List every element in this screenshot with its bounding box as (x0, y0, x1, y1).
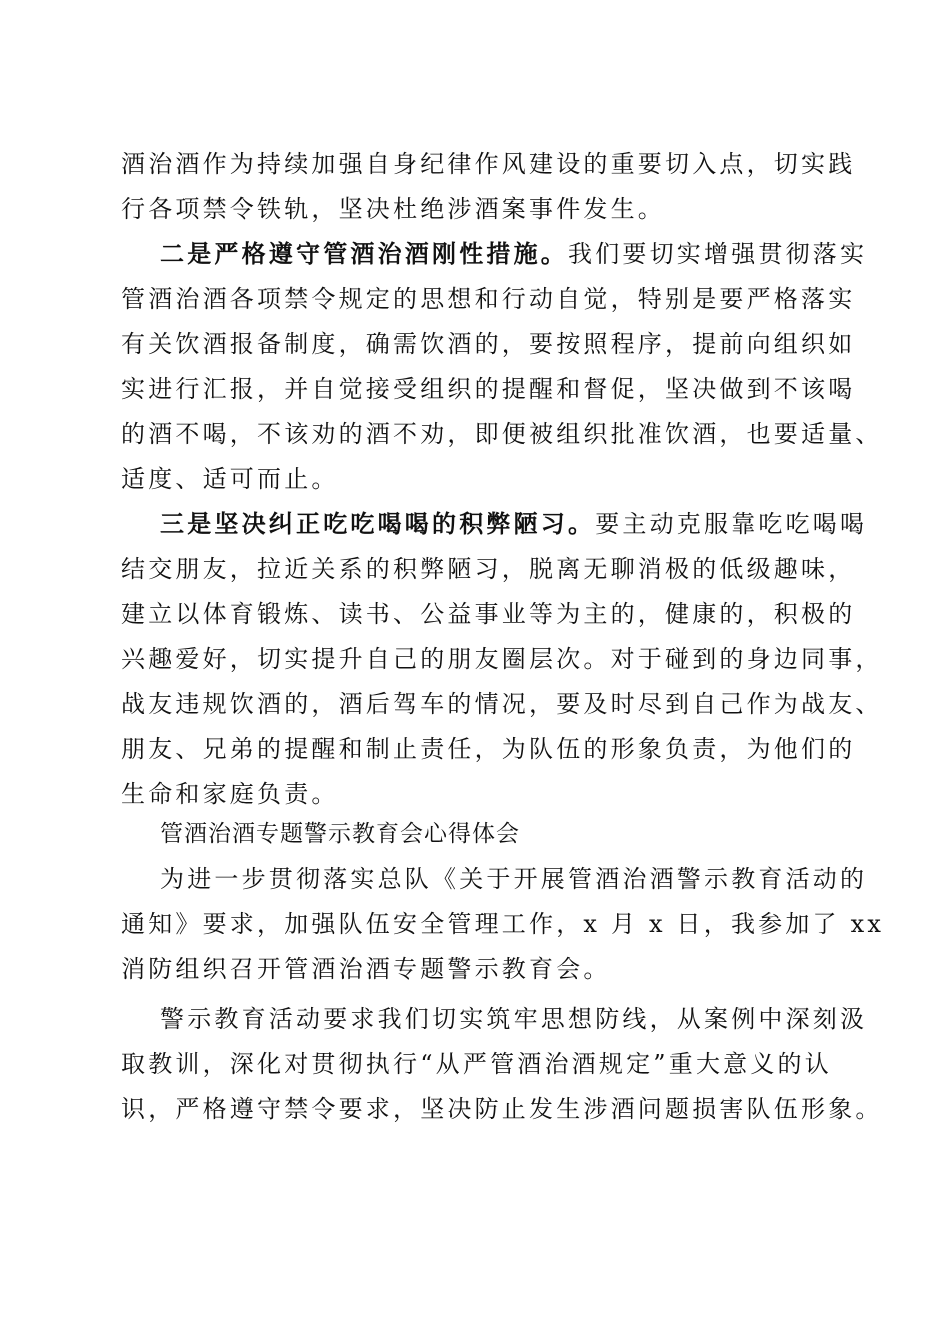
paragraph-4-line-2: 通知》要求，加强队伍安全管理工作，x 月 x 日，我参加了 xx (121, 910, 885, 938)
paragraph-2-line-6: 适度、适可而止。 (121, 465, 339, 493)
paragraph-3-line-2: 结交朋友，拉近关系的积弊陋习，脱离无聊消极的低级趣味， (121, 555, 856, 583)
paragraph-5-line-3: 识，严格遵守禁令要求，坚决防止发生涉酒问题损害队伍形象。 (121, 1095, 883, 1123)
paragraph-3-line-1 (160, 508, 867, 540)
paragraph-4-line-3: 消防组织召开管酒治酒专题警示教育会。 (121, 955, 611, 983)
paragraph-5-line-1: 警示教育活动要求我们切实筑牢思想防线，从案例中深刻汲 (160, 1005, 868, 1033)
paragraph-4-line-1: 为进一步贯彻落实总队《关于开展管酒治酒警示教育活动的 (160, 865, 868, 893)
paragraph-2-line-3: 有关饮酒报备制度，确需饮酒的，要按照程序，提前向组织如 (121, 330, 856, 358)
paragraph-3-heading: 三是坚决纠正吃吃喝喝的积弊陋习。 (160, 509, 596, 538)
paragraph-2-line-1-text: 我们要切实增强贯彻落实 (568, 240, 868, 268)
paragraph-3-line-7: 生命和家庭负责。 (121, 780, 339, 808)
paragraph-2-line-1 (160, 238, 867, 270)
paragraph-2-heading: 二是严格遵守管酒治酒刚性措施。 (160, 239, 568, 268)
paragraph-3-line-4: 兴趣爱好，切实提升自己的朋友圈层次。对于碰到的身边同事， (121, 645, 883, 673)
paragraph-3-line-3: 建立以体育锻炼、读书、公益事业等为主的，健康的，积极的 (121, 600, 856, 628)
paragraph-2-line-4: 实进行汇报，并自觉接受组织的提醒和督促，坚决做到不该喝 (121, 375, 856, 403)
paragraph-3-line-6: 朋友、兄弟的提醒和制止责任，为队伍的形象负责，为他们的 (121, 735, 856, 763)
paragraph-2-line-5: 的酒不喝，不该劝的酒不劝，即便被组织批准饮酒，也要适量、 (121, 420, 883, 448)
paragraph-2-line-2: 管酒治酒各项禁令规定的思想和行动自觉，特别是要严格落实 (121, 285, 856, 313)
paragraph-1-line-2: 行各项禁令铁轨，坚决杜绝涉酒案事件发生。 (121, 195, 665, 223)
paragraph-5-line-2: 取教训，深化对贯彻执行“从严管酒治酒规定”重大意义的认 (121, 1050, 832, 1078)
section-title: 管酒治酒专题警示教育会心得体会 (160, 821, 520, 847)
paragraph-3-line-1-text: 要主动克服靠吃吃喝喝 (595, 510, 868, 538)
paragraph-3-line-5: 战友违规饮酒的，酒后驾车的情况，要及时尽到自己作为战友、 (121, 690, 883, 718)
paragraph-1-line-1: 酒治酒作为持续加强自身纪律作风建设的重要切入点，切实践 (121, 150, 856, 178)
